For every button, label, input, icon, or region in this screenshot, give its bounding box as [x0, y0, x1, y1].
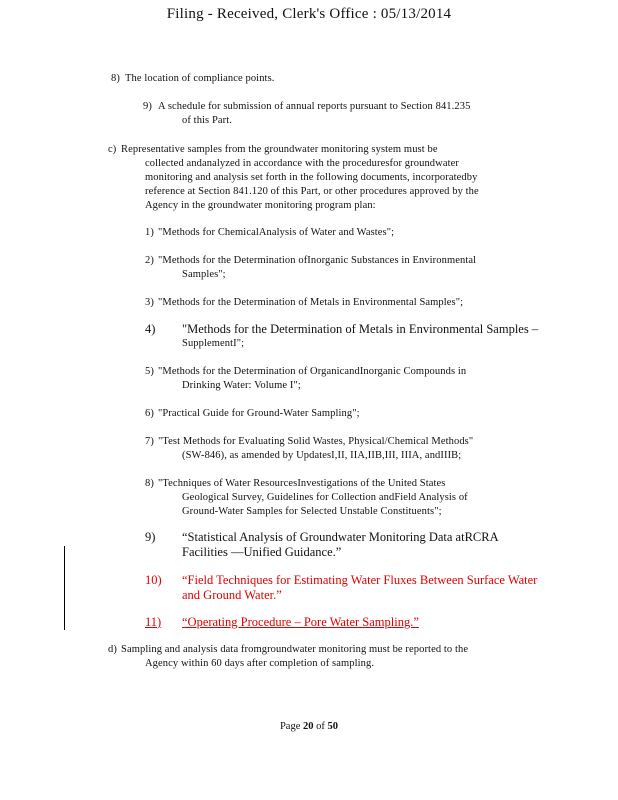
section-d-line-2: Agency within 60 days after completion of sampling. [145, 658, 375, 669]
list-item-9-number: 9) [145, 530, 156, 544]
of-label: of [316, 721, 325, 732]
section-c-line-4: reference at Section 841.120 of this Part, or other procedures approved by the [145, 186, 479, 197]
list-item-2-line-2: Samples"; [182, 269, 226, 280]
list-item-3-number: 3) [145, 297, 154, 308]
page-total: 50 [327, 721, 339, 732]
list-item-7-line-1: "Test Methods for Evaluating Solid Wastes, Physical/Chemical Methods" [158, 436, 474, 447]
list-item-11-text: “Operating Procedure – Pore Water Sampling.” [182, 615, 419, 629]
list-item-1-text: "Methods for ChemicalAnalysis of Water and Wastes"; [158, 227, 395, 238]
section-d-marker: d) [108, 644, 117, 655]
item-9-number: 9) [143, 101, 152, 112]
list-item-4-line-2: SupplementI"; [182, 338, 245, 349]
page-label: Page [279, 721, 301, 732]
page-footer [0, 721, 618, 732]
list-item-7-number: 7) [145, 436, 154, 447]
list-item-10-line-2: and Ground Water.” [182, 588, 282, 602]
list-item-11-number: 11) [145, 615, 162, 629]
list-item-4-line-1: "Methods for the Determination of Metals in Environmental Samples – [182, 322, 539, 336]
list-item-5-line-1: "Methods for the Determination of OrganicandInorganic Compounds in [158, 366, 467, 377]
list-item-3-text: "Methods for the Determination of Metals in Environmental Samples"; [158, 297, 464, 308]
item-9-line-1: A schedule for submission of annual reports pursuant to Section 841.235 [158, 101, 471, 112]
list-item-7-line-2: (SW-846), as amended by UpdatesI,II, IIA,IIB,III, IIIA, andIIIB; [182, 450, 462, 461]
list-item-8-line-3: Ground-Water Samples for Selected Unstable Constituents"; [182, 506, 442, 517]
filing-header: Filing - Received, Clerk's Office : 05/13/2014 [166, 6, 452, 22]
list-item-9-line-2: Facilities —Unified Guidance.” [182, 545, 342, 559]
section-c-line-2: collected andanalyzed in accordance with the proceduresfor groundwater [145, 158, 459, 169]
list-item-5-line-2: Drinking Water: Volume I"; [182, 380, 301, 391]
revision-change-bar [64, 546, 65, 630]
list-item-5-number: 5) [145, 366, 154, 377]
section-d-line-1: Sampling and analysis data fromgroundwater monitoring must be reported to the [121, 644, 469, 655]
list-item-8-line-2: Geological Survey, Guidelines for Collection andField Analysis of [182, 492, 468, 503]
item-8-text: The location of compliance points. [125, 73, 275, 84]
section-c-line-3: monitoring and analysis set forth in the following documents, incorporatedby [145, 172, 478, 183]
list-item-9-line-1: “Statistical Analysis of Groundwater Monitoring Data atRCRA [182, 530, 499, 544]
list-item-8-number: 8) [145, 478, 154, 489]
list-item-6-text: "Practical Guide for Ground-Water Sampling"; [158, 408, 360, 419]
list-item-8-line-1: "Techniques of Water ResourcesInvestigations of the United States [158, 478, 446, 489]
item-8-number: 8) [111, 73, 120, 84]
list-item-4-number: 4) [145, 322, 156, 336]
item-9-line-2: of this Part. [182, 115, 233, 126]
list-item-6-number: 6) [145, 408, 154, 419]
list-item-10-number: 10) [145, 573, 162, 587]
section-c-marker: c) [108, 144, 117, 155]
section-c-line-1: Representative samples from the groundwater monitoring system must be [121, 144, 438, 155]
section-c-line-5: Agency in the groundwater monitoring program plan: [145, 200, 376, 211]
list-item-10-line-1: “Field Techniques for Estimating Water Fluxes Between Surface Water [182, 573, 538, 587]
page-number: 20 [303, 721, 314, 732]
list-item-2-line-1: "Methods for the Determination ofInorganic Substances in Environmental [158, 255, 477, 266]
list-item-2-number: 2) [145, 255, 154, 266]
list-item-1-number: 1) [145, 227, 154, 238]
